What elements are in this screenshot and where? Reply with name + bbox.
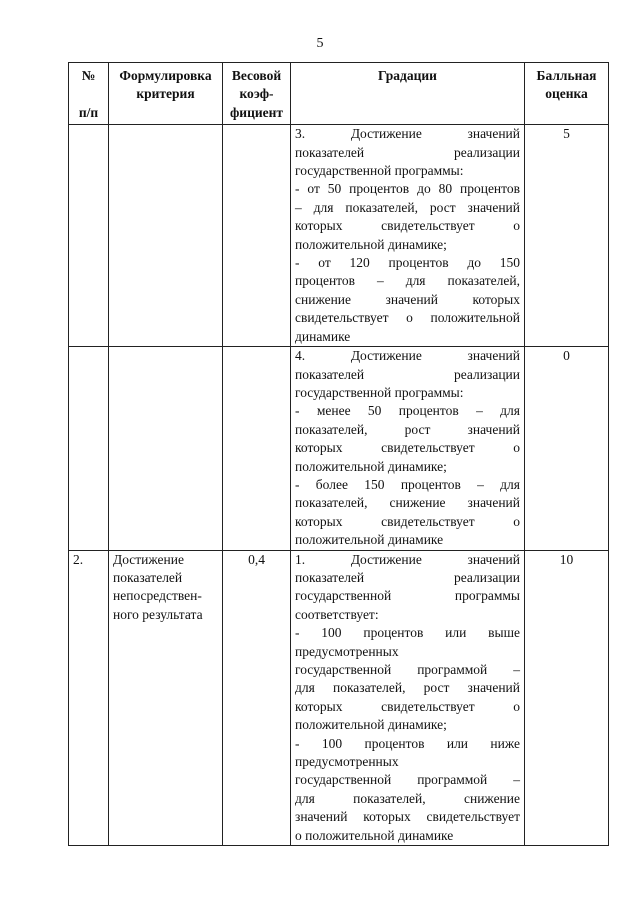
gradation-line: которых свидетельствует о bbox=[295, 698, 520, 714]
gradation-line: о положительной динамике bbox=[295, 827, 454, 843]
gradation-line: 3. Достижение значений bbox=[295, 126, 520, 142]
gradation-line: – для показателей, рост значений bbox=[295, 199, 520, 215]
gradation-line: - более 150 процентов – для bbox=[295, 476, 520, 492]
header-name-line: критерия bbox=[136, 86, 195, 102]
header-criterion-name bbox=[109, 63, 223, 125]
gradation-line: 4. Достижение значений bbox=[295, 348, 520, 364]
header-num-line: п/п bbox=[78, 104, 99, 120]
criterion-name bbox=[109, 347, 223, 550]
table-row bbox=[69, 347, 609, 550]
gradation-line: положительной динамике; bbox=[295, 458, 447, 474]
gradation-line: которых свидетельствует о bbox=[295, 513, 520, 529]
header-score-line: оценка bbox=[545, 86, 588, 102]
header-weight-line: коэф- bbox=[239, 86, 274, 102]
row-number bbox=[69, 125, 109, 347]
gradation-text bbox=[291, 125, 525, 347]
gradation-line: которых свидетельствует о bbox=[295, 440, 520, 456]
criterion-name-line: показателей bbox=[113, 569, 183, 585]
gradation-line: для показателей, снижение bbox=[295, 790, 520, 806]
table-header-row bbox=[69, 63, 609, 125]
gradation-line: свидетельствует о положительной bbox=[295, 310, 520, 326]
row-number: 2. bbox=[69, 550, 109, 846]
gradation-line: показателей реализации bbox=[295, 569, 520, 585]
gradation-line: положительной динамике; bbox=[295, 236, 447, 252]
header-gradations: Градации bbox=[291, 63, 525, 125]
criterion-name bbox=[109, 125, 223, 347]
criterion-name-line: ного результата bbox=[113, 606, 203, 622]
gradation-line: динамике bbox=[295, 328, 351, 344]
gradation-line: для показателей, рост значений bbox=[295, 680, 520, 696]
criterion-name-line: Достижение bbox=[113, 551, 184, 567]
gradation-line: положительной динамике bbox=[295, 532, 444, 548]
gradation-line: показателей, снижение значений bbox=[295, 495, 520, 511]
criteria-table bbox=[68, 62, 609, 846]
gradation-line: показателей реализации bbox=[295, 144, 520, 160]
criterion-name-line: непосредствен- bbox=[113, 588, 202, 604]
header-weight-line: Весовой bbox=[231, 68, 282, 83]
weight-coefficient bbox=[223, 125, 291, 347]
table-body bbox=[69, 125, 609, 846]
gradation-line: государственной программы bbox=[295, 588, 520, 604]
score-value: 0 bbox=[525, 347, 609, 550]
header-score-line: Балльная bbox=[536, 68, 597, 83]
gradation-line: государственной программы: bbox=[295, 163, 464, 179]
gradation-line: - от 50 процентов до 80 процентов bbox=[295, 181, 520, 197]
gradation-line: соответствует: bbox=[295, 606, 379, 622]
gradation-line: положительной динамике; bbox=[295, 717, 447, 733]
table-row bbox=[69, 125, 609, 347]
gradation-line: государственной программой – bbox=[295, 662, 520, 677]
gradation-line: снижение значений которых bbox=[295, 291, 520, 307]
gradation-line: значений которых свидетельствует bbox=[295, 809, 520, 825]
criterion-name bbox=[109, 550, 223, 846]
score-value: 10 bbox=[525, 550, 609, 846]
gradation-line: государственной программой – bbox=[295, 772, 520, 788]
gradation-line: предусмотренных bbox=[295, 754, 399, 770]
header-num bbox=[69, 63, 109, 125]
gradation-text bbox=[291, 550, 525, 846]
gradation-line: - менее 50 процентов – для bbox=[295, 403, 520, 419]
score-value: 5 bbox=[525, 125, 609, 347]
gradation-line: - 100 процентов или выше bbox=[295, 625, 520, 641]
header-score bbox=[525, 63, 609, 125]
gradation-line: процентов – для показателей, bbox=[295, 273, 520, 289]
gradation-text bbox=[291, 347, 525, 550]
gradation-line: показателей, рост значений bbox=[295, 421, 520, 437]
gradation-line: - 100 процентов или ниже bbox=[295, 735, 520, 751]
header-num-line: № bbox=[81, 68, 96, 83]
table-row bbox=[69, 550, 609, 846]
gradation-line: 1. Достижение значений bbox=[295, 551, 520, 567]
page-number: 5 bbox=[316, 36, 324, 51]
gradation-line: которых свидетельствует о bbox=[295, 218, 520, 234]
row-number bbox=[69, 347, 109, 550]
gradation-line: показателей реализации bbox=[295, 366, 520, 382]
header-weight-line: фициент bbox=[229, 104, 284, 120]
header-weight bbox=[223, 63, 291, 125]
gradation-line: предусмотренных bbox=[295, 643, 399, 659]
header-name-line: Формулировка bbox=[119, 68, 212, 83]
weight-coefficient: 0,4 bbox=[223, 550, 291, 846]
gradation-line: - от 120 процентов до 150 bbox=[295, 255, 520, 271]
gradation-line: государственной программы: bbox=[295, 384, 464, 400]
weight-coefficient bbox=[223, 347, 291, 550]
